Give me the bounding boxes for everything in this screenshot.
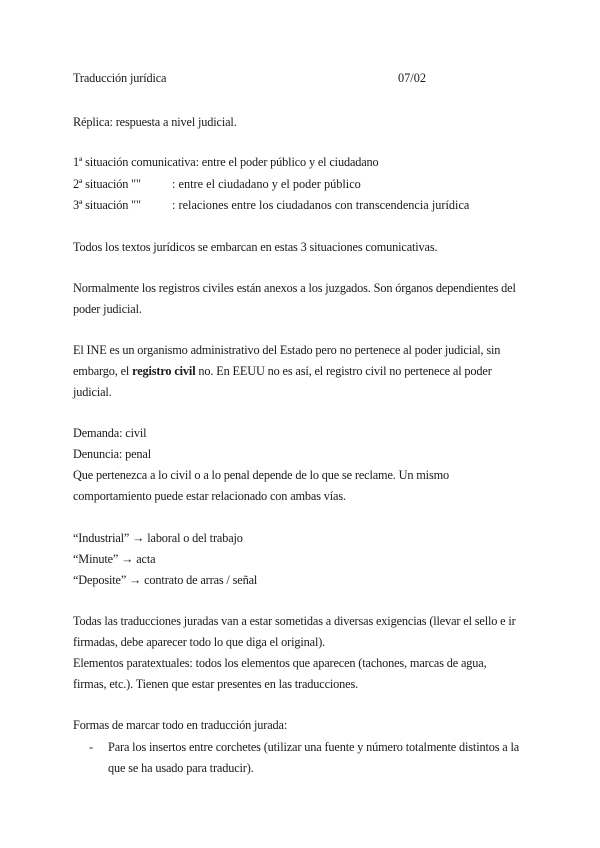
denuncia-line: Denuncia: penal xyxy=(73,447,151,461)
replica-line: Réplica: respuesta a nivel judicial. xyxy=(73,115,237,129)
civil-penal-line-2: comportamiento puede estar relacionado con ambas vías. xyxy=(73,489,346,503)
civil-penal-line-1: Que pertenezca a lo civil o a lo penal depende de lo que se reclame. Un mismo xyxy=(73,468,449,482)
situation-2-ditto: "" xyxy=(131,177,142,191)
paratextuales-line-2: firmas, etc.). Tienen que estar presentes en las traducciones. xyxy=(73,677,359,691)
situation-3-desc: : relaciones entre los ciudadanos con transcendencia jurídica xyxy=(172,198,470,212)
paragraph-ine-line-3: judicial. xyxy=(73,385,112,399)
list-item-line-1: Para los insertos entre corchetes (utilizar una fuente y número totalmente distintos a la xyxy=(108,740,520,754)
paragraph-todos: Todos los textos jurídicos se embarcan en estas 3 situaciones comunicativas. xyxy=(73,240,438,254)
term-minute: “Minute” → acta xyxy=(73,552,156,566)
ine-text-pre: embargo, el xyxy=(73,364,133,378)
list-bullet: - xyxy=(89,740,94,754)
situation-1: 1ª situación comunicativa: entre el poder público y el ciudadano xyxy=(73,155,379,169)
situation-2-desc: : entre el ciudadano y el poder público xyxy=(172,177,361,191)
ine-text-post: no. En EEUU no es así, el registro civil no pertenece al poder xyxy=(195,364,492,378)
bold-registro-civil: registro civil xyxy=(132,364,196,378)
list-item-line-2: que se ha usado para traducir). xyxy=(108,761,254,775)
situation-3-ditto: "" xyxy=(131,198,142,212)
document-title: Traducción jurídica xyxy=(73,71,167,85)
traducciones-line-2: firmadas, debe aparecer todo lo que diga el original). xyxy=(73,635,326,649)
paragraph-registros-line-1: Normalmente los registros civiles están anexos a los juzgados. Son órganos dependientes del xyxy=(73,281,516,295)
document-date: 07/02 xyxy=(398,71,427,85)
term-industrial: “Industrial” → laboral o del trabajo xyxy=(73,531,243,545)
term-deposite: “Deposite” → contrato de arras / señal xyxy=(73,573,258,587)
situation-2-label: 2ª situación xyxy=(73,177,129,191)
demanda-line: Demanda: civil xyxy=(73,426,147,440)
formas-heading: Formas de marcar todo en traducción jurada: xyxy=(73,718,288,732)
paratextuales-line-1: Elementos paratextuales: todos los elementos que aparecen (tachones, marcas de agua, xyxy=(73,656,487,670)
traducciones-line-1: Todas las traducciones juradas van a estar sometidas a diversas exigencias (llevar el sello e ir xyxy=(73,614,516,628)
paragraph-ine-line-1: El INE es un organismo administrativo del Estado pero no pertenece al poder judicial, sin xyxy=(73,343,501,357)
paragraph-registros-line-2: poder judicial. xyxy=(73,302,142,316)
situation-3-label: 3ª situación xyxy=(73,198,129,212)
paragraph-ine-line-2 xyxy=(73,364,492,379)
